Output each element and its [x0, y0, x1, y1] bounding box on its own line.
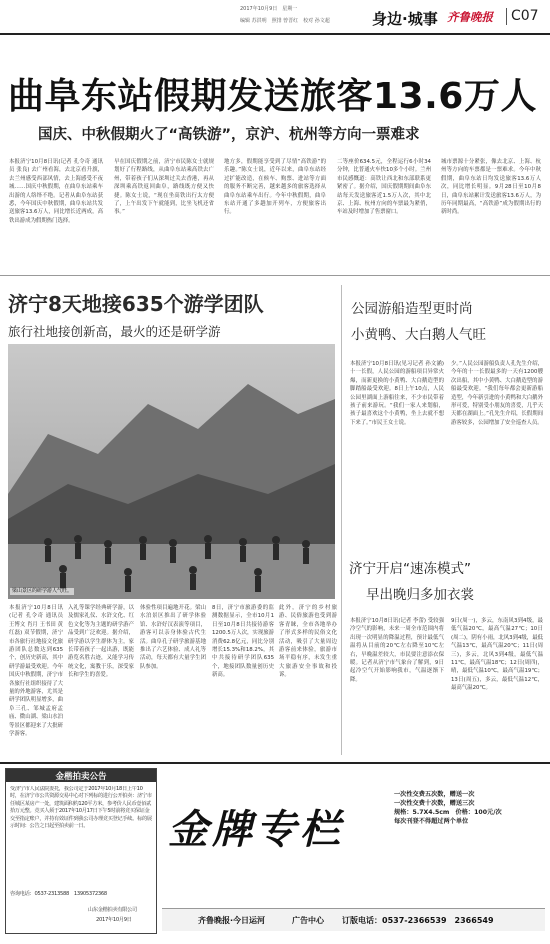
tour-subhead: 旅行社地接创新高，最火的还是研学游	[8, 324, 221, 339]
main-story-column-2: 早在国庆假期之前，济宁市民陈女士就规划好了行程路线，从曲阜东站乘高铁去广州，带着孩子们从深圳过关去香港，再从深圳乘高铁返回曲阜，路线既方便又快捷。陈女士说，“现在坐高铁出行太方便了，上午出发下午就能到，比坐飞机还省事。”	[114, 159, 214, 216]
ad-line-2: 一次性交费十次数，赠送三次	[394, 800, 475, 807]
weather-headline-1: 济宁开启“速冻模式”	[349, 561, 471, 577]
tour-story-column-3: 体验性项目遍地开花。梁山水泊景区推出了研学体验馆、水浒好汉表演等项目，游客可以亲身体验古代生活。曲阜孔子研学旅游基地推出了六艺体验、成人礼等活动，每天都有大量学生团队参加。	[140, 605, 206, 670]
tour-story-column-1: 本报济宁10月8日讯(记者 孔令奇 通讯员 王博文 肖月 王书田 黄红磊) 双节假期，济宁市各旅行社地接文化旅游团队总数达到635个，创历史新高，其中研学游最受欢迎。今年国庆中秋假期，济宁市各旅行社组织接待了大量的外地游客，尤其是研学团队明显增多，曲阜三孔、邹城孟府孟庙、微山湖、梁山水泊等景区都迎来了大批研学游客。	[9, 605, 63, 738]
park-story-column-2: 少。”人民公园游船负责人孔先生介绍，今年的十一长假最多的一天有1200艘次出船，其中小黄鸭、大白鹅造型的游船最受欢迎。“我们每年都会更新游船造型，今年新引进的小黄鸭和大白鹅外形可爱，特别受小朋友的喜爱，几乎天天都在湖面上。”孔先生介绍，长假期间游客较多，公园增加了安全巡查人员。	[451, 361, 543, 426]
ad-line-3: 规格：5.7X4.5cm 价格：100元/次	[394, 809, 502, 816]
tour-story-column-2: 入礼等课学经典研学游，以及儒家礼仪、水浒文化、红色文化等为主题的研学游产品受到广泛欢迎。据介绍，研学游以学生群体为主，家长带着孩子一起出游，既能游览名胜古迹，又能学习传统文化，寓教于乐，深受家长和学生的喜爱。	[68, 605, 134, 679]
notice-text: 受济宁市人民法院委托，我公司定于2017年10月18日上午10时，在济宁市公共资源交易中心对下列标的进行公开拍卖：济宁市任城区某房产一处，建筑面积约120平方米，参考价人民币壹佰贰拾万元整。竞买人须于2017年10月17日下午5时前将竞买保证金交至指定账户，并持有效证件到我公司办理竞买登记手续。标的展示时间：公告之日起至拍卖前一日。	[10, 786, 152, 830]
auction-notice	[5, 768, 157, 934]
header-rule	[0, 33, 550, 35]
page-number: C07	[511, 8, 539, 24]
tour-photo	[8, 344, 335, 599]
header-divider	[506, 8, 507, 25]
weather-story-column-1: 本报济宁10月8日讯(记者 李蕾) 受较强冷空气的影响，未来一周全市范围内将出现一次明显的降温过程，预计最低气温将从目前的20℃左右降至10℃左右，早晚温差较大，市民要注意添衣保暖。记者从济宁市气象台了解到，9日起冷空气开始影响我市，气温逐渐下降。	[350, 618, 444, 683]
main-story-column-4: 二等座价634.5元，全程运行6小时34分钟，比普通火车快10多个小时。兰州市民感慨道：高铁让西北和东部联系更紧密了。据介绍，国庆假期期间曲阜东站每天发送旅客近1.5万人次，其中北京、上海、杭州方向的车票最为紧俏，车站及时增加了售票窗口。	[337, 159, 431, 216]
column-divider	[341, 285, 342, 755]
ad-brand: 金牌专栏	[168, 806, 344, 853]
notice-title: 金楷拍卖公告	[55, 772, 107, 782]
ad-footer-text: 广告中心	[292, 916, 324, 925]
main-story-column-1: 本报济宁10月8日讯(记者 孔令奇 通讯员 张良) 去广州看海，去北京看升旗，去兰州感受西部风情，去上海感受不夜城……国庆中秋假期，在曲阜东站乘车出游的人络绎不绝。记者从曲阜东站获悉，今年国庆中秋假期，曲阜东站共发送旅客13.6万人，同比增长近两成，高铁出游成为假期热门选择。	[9, 159, 103, 224]
main-subhead: 国庆、中秋假期火了“高铁游”，京沪、杭州等方向一票难求	[38, 127, 420, 143]
section-title: 身边·城事	[372, 10, 438, 28]
weather-headline-2: 早出晚归多加衣裳	[366, 587, 474, 603]
header	[0, 0, 550, 34]
ad-line-1: 一次性交费五次数，赠送一次	[394, 791, 475, 798]
notice-company: 山东金楷拍卖有限公司	[88, 907, 137, 913]
ad-list	[394, 790, 544, 826]
weather-story-column-2: 9日(周一)，多云，东南风3到4级，最低气温20℃，最高气温27℃；10日(周二)，阴有小雨，北风3到4级，最低气温13℃，最高气温20℃；11日(周三)，多云，北风3到4级，最低气温11℃，最高气温18℃；12日(周四)，晴，最低气温10℃，最高气温19℃；13日(周五)，多云，最低气温12℃，最高气温20℃。	[451, 618, 543, 692]
notice-contact: 咨询电话：0537-2313588 13905372368	[10, 891, 107, 897]
tour-headline: 济宁8天地接635个游学团队	[8, 292, 264, 316]
park-story-column-1: 本报济宁10月8日讯(见习记者 孙文涵) 十一长假，人民公园的游船项目异常火爆，而新更换的小黄鸭、大白鹅造型的脚踏船最受欢迎。8日上午10点，人民公园里湖面上游船往来，不少市民带着孩子前来游玩。“我们一家人来划船，孩子最喜欢这个小黄鸭，坐上去就不想下来了。”市民王女士说。	[350, 361, 444, 426]
main-story-column-5: 城市票源十分紧张，像去北京、上海、杭州等方向的车票都是一票难求。今年中秋假期，曲阜东站日均发送旅客13.6万人次，同比增长明显。9月28日至10月8日，曲阜东站累计发送旅客13.6万人，为历年同期最高，“高铁游”成为假期出行的新时尚。	[441, 159, 541, 216]
notice-date: 2017年10月9日	[96, 917, 132, 923]
tour-story-column-5: 此外，济宁的乡村旅游、民俗旅游也受到游客青睐，全市各地举办了形式多样的民俗文化活动，吸引了大量周边游客前来体验，旅游市场平稳有序，未发生重大旅游安全事故和投诉。	[279, 605, 337, 679]
header-editors: 编辑 苏洪明 照排 曾晋红 校对 孙文超	[240, 18, 330, 24]
park-headline-2: 小黄鸭、大白鹅人气旺	[351, 327, 486, 343]
bottom-rule	[0, 762, 550, 764]
tour-photo-caption: 梁山景区的研学游人气旺。	[12, 588, 73, 594]
tour-story-column-4: 8日，济宁市旅游委的监测数据显示，全市10月1日至10月8日共接待游客1200.5万人次，实现旅游消费62.8亿元，同比分别增长15.3%和18.2%，其中共接待研学团队635个，地接团队数量创历史新高。	[212, 605, 274, 679]
tour-photo-image	[8, 344, 335, 599]
ad-footer-brand: 齐鲁晚报·今日运河	[198, 916, 266, 925]
main-headline: 曲阜东站假期发送旅客13.6万人	[8, 76, 537, 117]
ad-line-4: 每次刊登不得超过两个单位	[394, 818, 469, 825]
main-story-column-3: 地方多，假期能享受到了尽情“高铁游”的乐趣。”陈女士说，近年以来，曲阜东站经过扩能改造，在候车、购票、进站等方面的服务不断完善，越来越多的旅客选择从曲阜东站乘车出行。今年中秋假期，曲阜东站开通了多趟加开列车，方便旅客出行。	[224, 159, 326, 216]
park-headline-1: 公园游船造型更时尚	[351, 301, 473, 317]
ad-box	[162, 768, 545, 932]
brand-logo: 齐鲁晚报	[447, 10, 493, 24]
section-rule	[0, 275, 550, 276]
header-date: 2017年10月9日 星期一	[240, 6, 298, 12]
ad-footer-phone: 订版电话：0537-2366539 2366549	[342, 916, 494, 925]
